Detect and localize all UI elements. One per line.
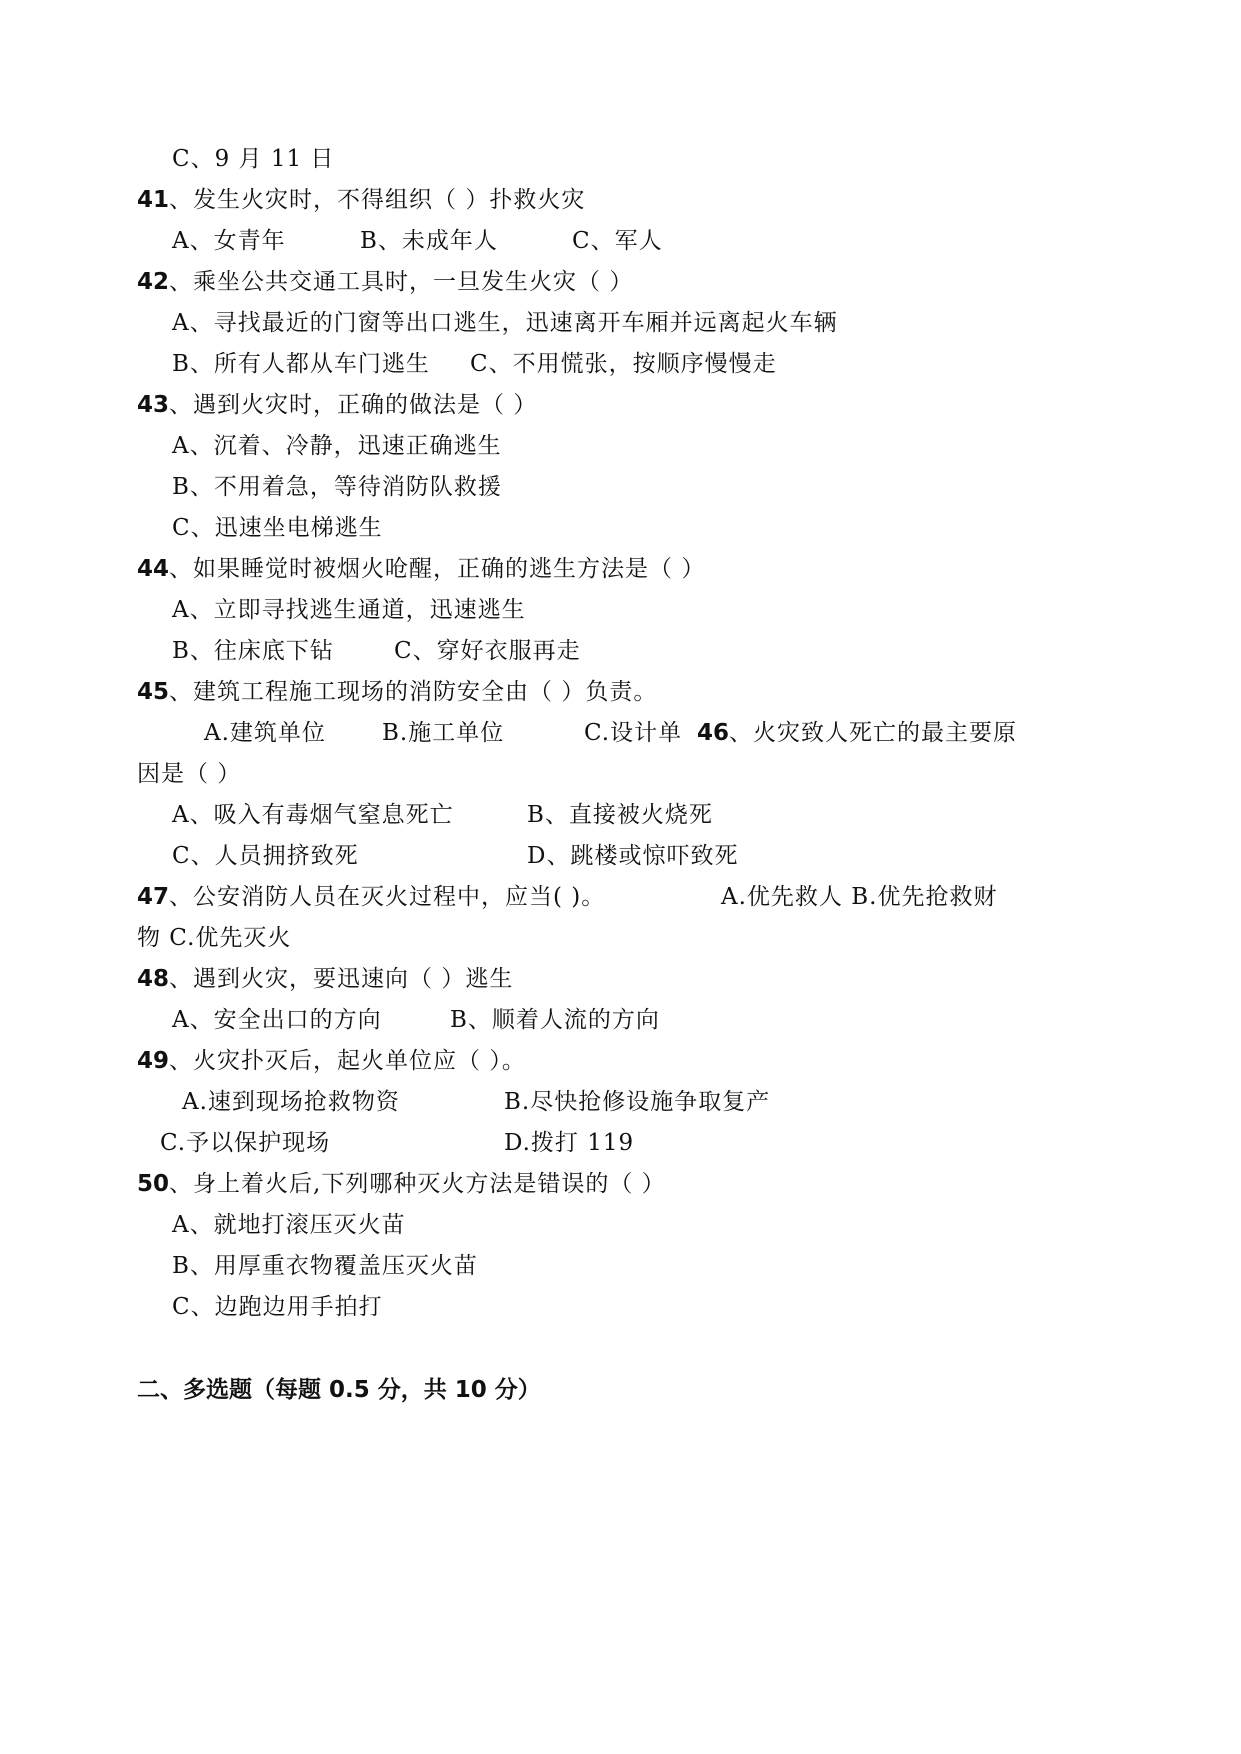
q48-option-b: B、顺着人流的方向 bbox=[450, 1007, 660, 1033]
q43-option-b: B、不用着急，等待消防队救援 bbox=[172, 474, 502, 500]
question-42 bbox=[137, 267, 633, 297]
question-number: 41 bbox=[137, 187, 170, 213]
question-50 bbox=[137, 1169, 666, 1199]
question-47 bbox=[137, 882, 605, 912]
section-heading: 二、多选题（每题 0.5 分，共 10 分） bbox=[137, 1377, 541, 1403]
q48-option-a: A、安全出口的方向 bbox=[172, 1007, 382, 1033]
question-text: 、身上着火后,下列哪种灭火方法是错误的（ ） bbox=[169, 1171, 666, 1197]
question-text: 、公安消防人员在灭火过程中，应当( )。 bbox=[169, 884, 606, 910]
q46-option-c: C、人员拥挤致死 bbox=[172, 843, 359, 869]
q49-option-d: D.拨打 119 bbox=[504, 1130, 635, 1156]
question-text: 、遇到火灾时，正确的做法是（ ） bbox=[169, 392, 538, 418]
q50-option-c: C、边跑边用手拍打 bbox=[172, 1294, 383, 1320]
q46-option-d: D、跳楼或惊吓致死 bbox=[527, 843, 739, 869]
q44-option-c: C、穿好衣服再走 bbox=[394, 638, 581, 664]
q40-option-c: C、9 月 11 日 bbox=[172, 146, 335, 172]
q45-option-a: A.建筑单位 bbox=[204, 720, 326, 746]
question-number: 45 bbox=[137, 679, 170, 705]
question-number: 49 bbox=[137, 1048, 170, 1074]
question-45 bbox=[137, 677, 657, 707]
question-text: 、火灾扑灭后，起火单位应（ ）。 bbox=[169, 1048, 526, 1074]
question-number: 47 bbox=[137, 884, 170, 910]
q49-option-a: A.速到现场抢救物资 bbox=[182, 1089, 400, 1115]
q45-option-c: C.设计单 bbox=[584, 720, 683, 746]
q41-option-b: B、未成年人 bbox=[360, 228, 498, 254]
question-number: 42 bbox=[137, 269, 170, 295]
q44-option-b: B、往床底下钻 bbox=[172, 638, 334, 664]
q50-option-b: B、用厚重衣物覆盖压灭火苗 bbox=[172, 1253, 478, 1279]
q47-options: A.优先救人 B.优先抢救财 bbox=[721, 884, 998, 910]
q43-option-c: C、迅速坐电梯逃生 bbox=[172, 515, 383, 541]
q42-option-b: B、所有人都从车门逃生 bbox=[172, 351, 430, 377]
q46-option-a: A、吸入有毒烟气窒息死亡 bbox=[172, 802, 454, 828]
question-46 bbox=[697, 718, 1017, 748]
question-48 bbox=[137, 964, 513, 994]
question-text: 、建筑工程施工现场的消防安全由（ ）负责。 bbox=[169, 679, 658, 705]
q45-option-b: B.施工单位 bbox=[382, 720, 505, 746]
question-number: 48 bbox=[137, 966, 170, 992]
q49-option-c: C.予以保护现场 bbox=[160, 1130, 331, 1156]
question-text: 、火灾致人死亡的最主要原 bbox=[729, 720, 1018, 746]
q47-options-continued: 物 C.优先灭火 bbox=[137, 925, 292, 951]
question-text: 、如果睡觉时被烟火呛醒，正确的逃生方法是（ ） bbox=[169, 556, 706, 582]
q41-option-c: C、军人 bbox=[572, 228, 663, 254]
question-41 bbox=[137, 185, 585, 215]
question-number: 50 bbox=[137, 1171, 170, 1197]
question-44 bbox=[137, 554, 705, 584]
question-text: 、遇到火灾，要迅速向（ ）逃生 bbox=[169, 966, 514, 992]
q42-option-c: C、不用慌张，按顺序慢慢走 bbox=[470, 351, 777, 377]
q50-option-a: A、就地打滚压灭火苗 bbox=[172, 1212, 406, 1238]
q43-option-a: A、沉着、冷静，迅速正确逃生 bbox=[172, 433, 502, 459]
question-number: 43 bbox=[137, 392, 170, 418]
question-43 bbox=[137, 390, 537, 420]
q41-option-a: A、女青年 bbox=[172, 228, 286, 254]
question-text: 、发生火灾时，不得组织（ ）扑救火灾 bbox=[169, 187, 586, 213]
q44-option-a: A、立即寻找逃生通道，迅速逃生 bbox=[172, 597, 526, 623]
question-number: 46 bbox=[697, 720, 730, 746]
question-49 bbox=[137, 1046, 526, 1076]
question-46-continued: 因是（ ） bbox=[137, 761, 242, 787]
question-number: 44 bbox=[137, 556, 170, 582]
q46-option-b: B、直接被火烧死 bbox=[527, 802, 713, 828]
q42-option-a: A、寻找最近的门窗等出口逃生，迅速离开车厢并远离起火车辆 bbox=[172, 310, 838, 336]
question-text: 、乘坐公共交通工具时，一旦发生火灾（ ） bbox=[169, 269, 634, 295]
q49-option-b: B.尽快抢修设施争取复产 bbox=[504, 1089, 771, 1115]
